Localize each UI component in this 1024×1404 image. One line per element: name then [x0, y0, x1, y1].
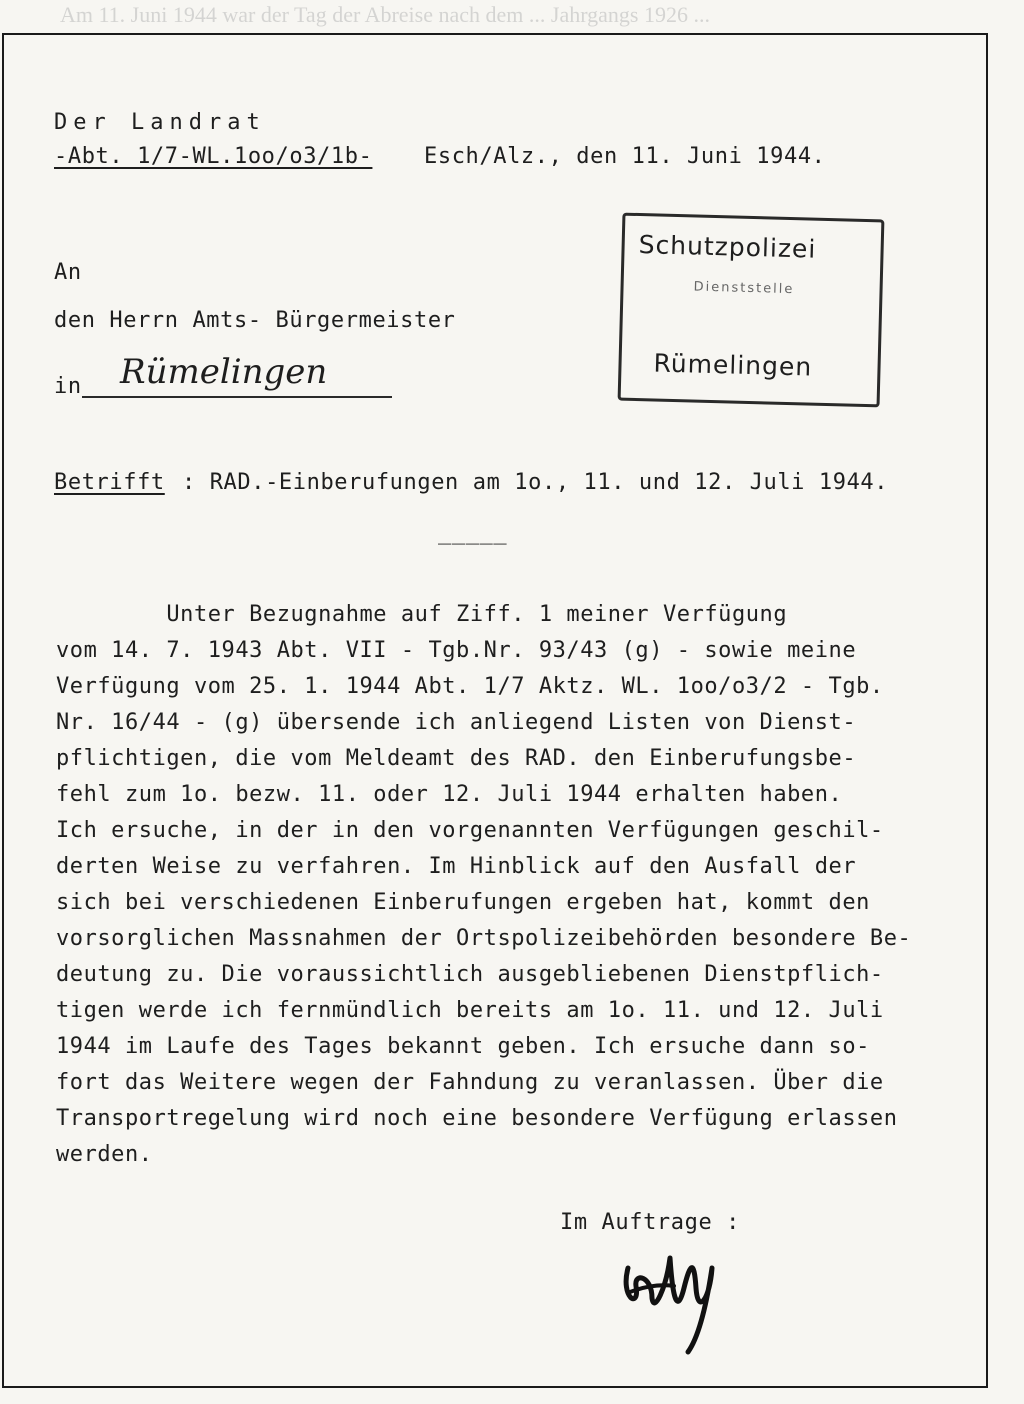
body-line: fort das Weitere wegen der Fahndung zu veranlassen. Über die: [56, 1070, 884, 1095]
stamp-middle-text: Dienststelle: [693, 279, 795, 298]
subject-label: Betrifft: [54, 470, 165, 495]
stamp-top-text: Schutzpolizei: [638, 230, 817, 264]
body-line: tigen werde ich fernmündlich bereits am 1o. 11. und 12. Juli: [56, 998, 884, 1023]
recipient-an: An: [54, 260, 82, 285]
body-line: 1944 im Laufe des Tages bekannt geben. Ich ersuche dann so-: [56, 1034, 870, 1059]
body-line: sich bei verschiedenen Einberufungen ergeben hat, kommt den: [56, 890, 870, 915]
body-line: vorsorglichen Massnahmen der Ortspolizeibehörden besondere Be-: [56, 926, 912, 951]
closing-formula: Im Auftrage :: [560, 1210, 740, 1235]
bleed-through-text: Am 11. Juni 1944 war der Tag der Abreise nach dem ... Jahrgangs 1926 ...: [60, 2, 710, 27]
separator-line: _____: [438, 520, 508, 545]
body-line: Verfügung vom 25. 1. 1944 Abt. 1/7 Aktz. WL. 1oo/o3/2 - Tgb.: [56, 674, 884, 699]
recipient-title: den Herrn Amts- Bürgermeister: [54, 308, 456, 333]
body-line: Transportregelung wird noch eine besondere Verfügung erlassen: [56, 1106, 898, 1131]
body-line: Unter Bezugnahme auf Ziff. 1 meiner Verfügung: [56, 602, 788, 627]
file-reference: -Abt. 1/7-WL.1oo/o3/1b-: [54, 144, 373, 169]
body-line: fehl zum 1o. bezw. 11. oder 12. Juli 1944 erhalten haben.: [56, 782, 843, 807]
address-underline: [82, 396, 392, 398]
body-line: Ich ersuche, in der in den vorgenannten Verfügungen geschil-: [56, 818, 884, 843]
police-stamp: [618, 213, 885, 408]
body-line: vom 14. 7. 1943 Abt. VII - Tgb.Nr. 93/43 (g) - sowie meine: [56, 638, 857, 663]
body-line: deutung zu. Die voraussichtlich ausgebliebenen Dienstpflich-: [56, 962, 884, 987]
body-line: pflichtigen, die vom Meldeamt des RAD. den Einberufungsbe-: [56, 746, 857, 771]
handwritten-town: Rümelingen: [120, 352, 328, 392]
subject-text: : RAD.-Einberufungen am 1o., 11. und 12. Juli 1944.: [182, 470, 889, 495]
stamp-bottom-text: Rümelingen: [653, 348, 813, 382]
body-line: Nr. 16/44 - (g) übersende ich anliegend Listen von Dienst-: [56, 710, 857, 735]
place-date: Esch/Alz., den 11. Juni 1944.: [424, 144, 826, 169]
body-line: derten Weise zu verfahren. Im Hinblick auf den Ausfall der: [56, 854, 857, 879]
body-line: werden.: [56, 1142, 153, 1167]
sender-title: Der Landrat: [54, 110, 266, 135]
recipient-in: in: [54, 374, 82, 399]
handwritten-signature: [600, 1228, 740, 1358]
